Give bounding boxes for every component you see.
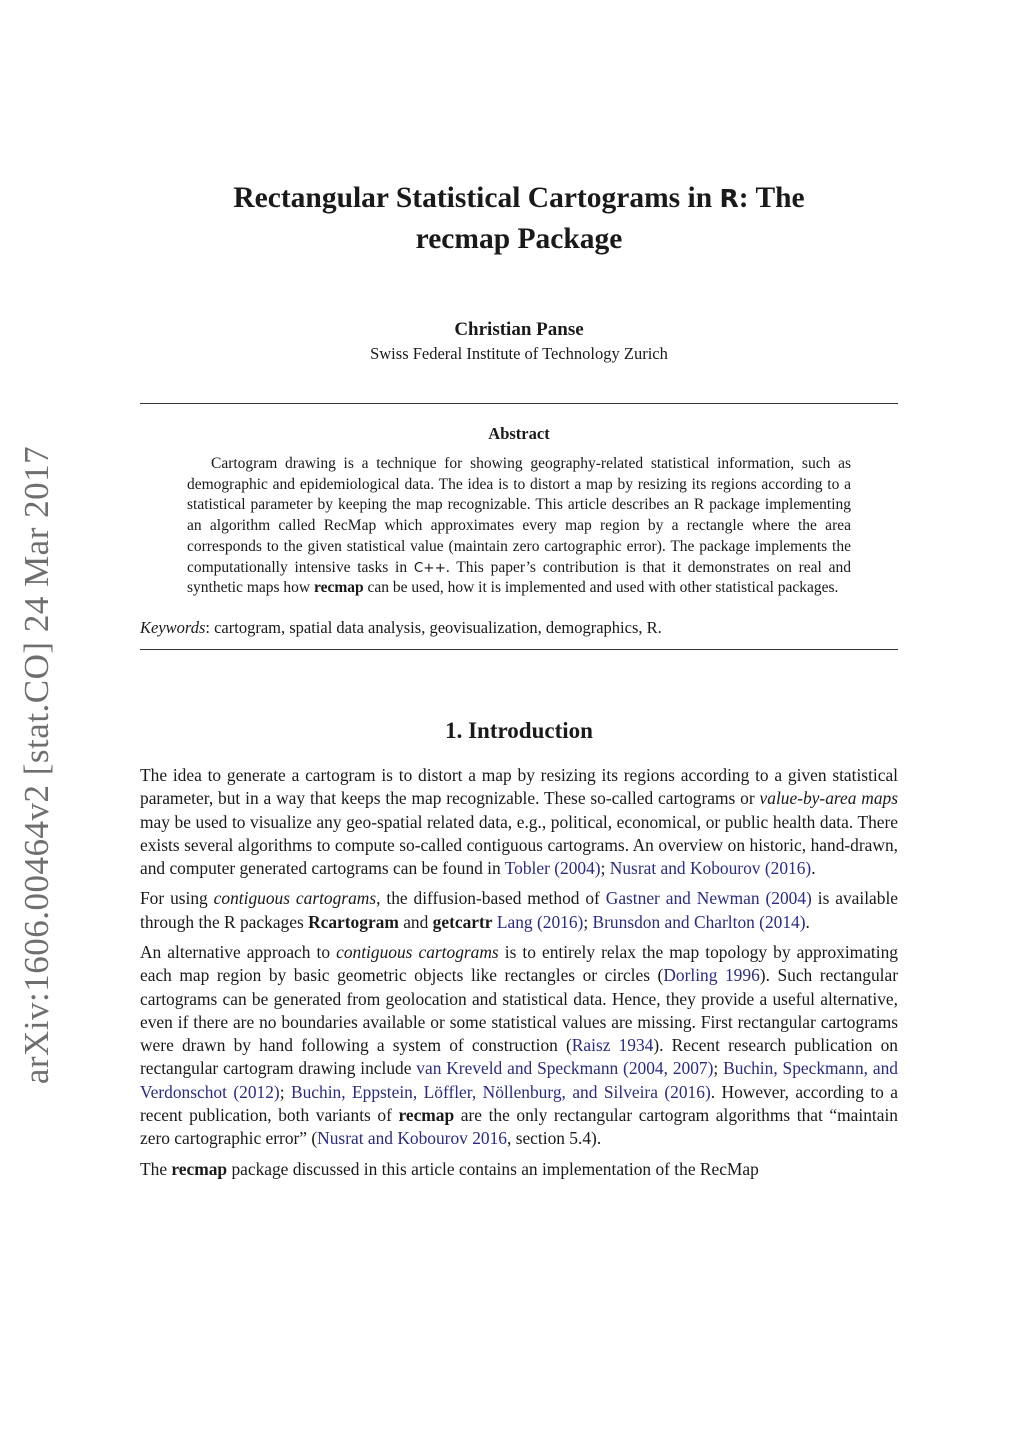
p2-emphasis: contiguous cartograms bbox=[213, 888, 377, 909]
citation-tobler[interactable]: Tobler (2004) bbox=[504, 858, 601, 879]
p2-and: and bbox=[398, 911, 433, 932]
p3-emphasis: contiguous cartograms bbox=[336, 942, 499, 962]
p2-text-c: is available through the R packages bbox=[140, 888, 899, 932]
citation-nusrat-kobourov-2016[interactable]: Nusrat and Kobourov 2016 bbox=[317, 1128, 507, 1149]
p2-text-a: For using bbox=[140, 888, 214, 909]
abstract-text bbox=[187, 454, 851, 599]
citation-raisz[interactable]: Raisz 1934 bbox=[571, 1035, 654, 1056]
p4-text-a: The bbox=[140, 1158, 172, 1179]
p1-emphasis: value-by-area maps bbox=[759, 788, 899, 809]
p3-separator-2: ; bbox=[279, 1081, 291, 1102]
abstract-top-rule bbox=[140, 403, 898, 404]
p3-text-g: , section 5.4). bbox=[507, 1128, 602, 1149]
p2-separator: ; bbox=[583, 911, 593, 932]
keywords-text: : cartogram, spatial data analysis, geovisualization, demographics, R. bbox=[205, 617, 662, 637]
intro-paragraph-3 bbox=[140, 941, 898, 1151]
p1-end: . bbox=[811, 858, 816, 879]
p3-text-d: ). Recent research publication on rectangular cartogram drawing include bbox=[140, 1035, 898, 1079]
abstract-part2: . This paper’s contribution is that it demonstrates on real and synthetic maps how bbox=[187, 558, 851, 597]
intro-paragraph-1 bbox=[140, 764, 898, 880]
p3-separator-1: ; bbox=[713, 1058, 724, 1079]
abstract-cpp: C++ bbox=[413, 559, 446, 576]
intro-paragraph-4 bbox=[140, 1158, 898, 1181]
p3-text-c: ). Such rectangular cartograms can be generated from geolocation and statistical data. Hence, they provide a useful alternative, even if there are no boundaries available or some statistical values are missing. First rectangular cartograms were drawn by hand following a system of construction ( bbox=[140, 965, 898, 1056]
citation-lang[interactable]: Lang (2016) bbox=[496, 911, 584, 932]
section-heading-introduction: 1. Introduction bbox=[445, 717, 593, 743]
paper-page bbox=[140, 0, 898, 1181]
citation-buchin-speckmann-verdonschot[interactable]: Buchin, Speckmann, and Verdonschot (2012) bbox=[140, 1058, 898, 1102]
paper-title bbox=[140, 178, 898, 259]
keywords bbox=[140, 618, 898, 638]
citation-buchin-eppstein[interactable]: Buchin, Eppstein, Löffler, Nöllenburg, and Silveira (2016) bbox=[291, 1081, 711, 1102]
package-rcartogram: Rcartogram bbox=[308, 911, 399, 932]
abstract-heading: Abstract bbox=[488, 424, 550, 443]
p3-text-e: . However, according to a recent publication, both variants of bbox=[140, 1081, 899, 1126]
title-part2: : The bbox=[738, 182, 805, 214]
p2-text-b: , the diffusion-based method of bbox=[376, 888, 606, 909]
package-getcartr: getcartr bbox=[432, 911, 493, 932]
citation-nusrat-kobourov[interactable]: Nusrat and Kobourov (2016) bbox=[609, 858, 812, 879]
abstract-part3: can be used, how it is implemented and used with other statistical packages. bbox=[363, 579, 839, 597]
title-part1: Rectangular Statistical Cartograms in bbox=[233, 182, 720, 214]
intro-paragraph-2 bbox=[140, 887, 898, 934]
p2-end: . bbox=[805, 911, 810, 932]
p1-text-a: The idea to generate a cartogram is to distort a map by resizing its regions according to a given statistical parameter, but in a way that keeps the map recognizable. These so-called cartograms or bbox=[140, 764, 898, 809]
p1-separator: ; bbox=[600, 858, 610, 879]
arxiv-stamp bbox=[17, 440, 57, 1090]
abstract-recmap: recmap bbox=[314, 579, 364, 597]
citation-gastner-newman[interactable]: Gastner and Newman (2004) bbox=[605, 888, 812, 909]
package-recmap-2: recmap bbox=[171, 1158, 228, 1179]
p3-text-a: An alternative approach to bbox=[140, 942, 337, 962]
citation-brunsdon-charlton[interactable]: Brunsdon and Charlton (2014) bbox=[592, 911, 806, 932]
keywords-label: Keywords bbox=[140, 617, 206, 637]
author-affiliation: Swiss Federal Institute of Technology Zurich bbox=[370, 344, 668, 363]
author-name: Christian Panse bbox=[454, 319, 584, 340]
title-line2: recmap Package bbox=[415, 223, 623, 255]
p1-text-b: may be used to visualize any geo-spatial related data, e.g., political, economical, or public health data. There exists several algorithms to compute so-called contiguous cartograms. An overview on historic, hand-drawn, and computer generated cartograms can be found in bbox=[140, 811, 898, 879]
abstract-part1: Cartogram drawing is a technique for showing geography-related statistical information, such as demographic and epidemiological data. The idea is to distort a map by resizing its regions according to a statistical parameter by keeping the map recognizable. This article describes an R package implementing an algorithm called RecMap which approximates every map region by a rectangle where the area corresponds to the given statistical value (maintain zero cartographic error). The package implements the computationally intensive tasks in bbox=[187, 455, 851, 576]
citation-dorling[interactable]: Dorling 1996 bbox=[663, 965, 760, 986]
abstract-bottom-rule bbox=[140, 649, 898, 650]
package-recmap: recmap bbox=[398, 1105, 455, 1126]
p4-text-b: package discussed in this article contains an implementation of the RecMap bbox=[227, 1158, 759, 1179]
citation-van-kreveld-speckmann[interactable]: van Kreveld and Speckmann (2004, 2007) bbox=[416, 1058, 714, 1079]
arxiv-stamp-text: arXiv:1606.00464v2 [stat.CO] 24 Mar 2017 bbox=[17, 445, 57, 1085]
p3-text-b: is to entirely relax the map topology by approximating each map region by basic geometric objects like rectangles or circles ( bbox=[140, 942, 898, 986]
p3-text-f: are the only rectangular cartogram algorithms that “maintain zero cartographic error” ( bbox=[140, 1105, 898, 1149]
title-lang: R bbox=[719, 184, 739, 213]
